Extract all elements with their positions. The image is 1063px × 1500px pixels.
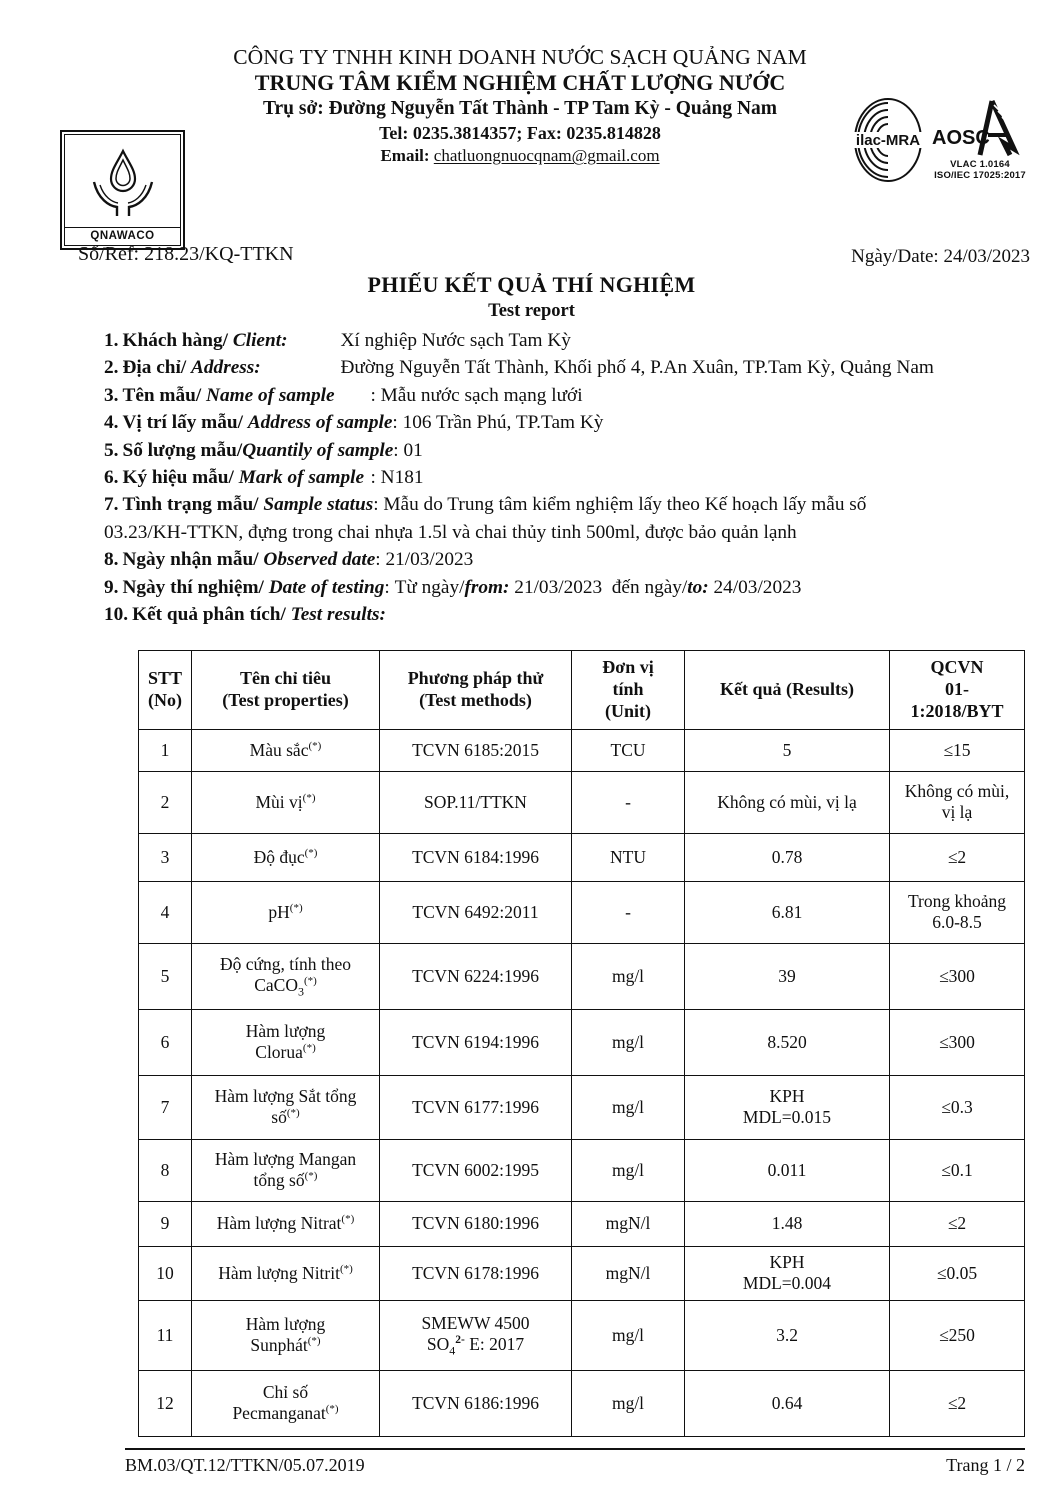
field-label-vn: Khách hàng/	[122, 330, 229, 351]
field-number: 7.	[104, 494, 119, 516]
field-testing-date	[104, 574, 1034, 601]
page-subtitle: Test report	[488, 301, 575, 322]
row-number: 5	[139, 943, 192, 1009]
row-number: 2	[139, 771, 192, 833]
row-qcvn: ≤0.1	[890, 1139, 1025, 1201]
row-property: Hàm lượng Nitrit(*)	[192, 1246, 380, 1300]
reference-line	[0, 243, 1063, 273]
row-method: TCVN 6178:1996	[380, 1246, 572, 1300]
field-quantity	[104, 437, 1034, 464]
field-label-vn: Ngày thí nghiệm/	[122, 576, 264, 598]
field-label-vn: Ngày nhận mẫu/	[122, 549, 259, 571]
field-value: Mẫu do Trung tâm kiểm nghiệm lấy theo Kế hoạch lấy mẫu số	[383, 494, 867, 516]
row-qcvn: ≤250	[890, 1300, 1025, 1370]
date-label: Ngày/Date:	[851, 246, 939, 267]
col-header-stt-vn: STT	[147, 667, 183, 688]
star-marker: (*)	[302, 1042, 316, 1055]
reference-value: 218.23/KQ-TTKN	[144, 243, 294, 265]
col-header-stt-en: (No)	[148, 689, 182, 710]
phone-fax: Tel: 0235.3814357; Fax: 0235.814828	[379, 122, 661, 143]
field-number: 4.	[104, 412, 119, 434]
table-row	[139, 1139, 1025, 1201]
star-marker: (*)	[286, 1107, 300, 1120]
row-qcvn: Không có mùi, vị lạ	[890, 771, 1025, 833]
table-row	[139, 1201, 1025, 1246]
row-result: 3.2	[685, 1300, 890, 1370]
subscript: 3	[297, 984, 304, 999]
col-header-stt	[139, 651, 192, 730]
aosc-label: AOSC	[932, 127, 990, 149]
field-separator: :	[384, 576, 390, 598]
office-address: Trụ sở: Đường Nguyễn Tất Thành - TP Tam Kỳ - Quảng Nam	[262, 98, 778, 120]
reference-number	[78, 243, 294, 266]
row-qcvn: ≤2	[890, 833, 1025, 881]
field-test-results-heading	[104, 601, 1034, 628]
testing-to-value: 24/03/2023	[713, 576, 802, 598]
field-label-en: Address of sample	[247, 412, 393, 434]
field-label-vn: Ký hiệu mẫu/	[122, 466, 234, 488]
row-property: Màu sắc(*)	[192, 729, 380, 771]
row-property: Độ đục(*)	[192, 833, 380, 881]
field-address	[104, 354, 1034, 381]
row-method: TCVN 6492:2011	[380, 881, 572, 943]
field-number: 1.	[104, 330, 119, 351]
row-number: 3	[139, 833, 192, 881]
field-number: 6.	[104, 466, 119, 488]
field-label-en: Test results:	[290, 603, 386, 625]
row-method: TCVN 6194:1996	[380, 1009, 572, 1075]
aosc-accreditation	[930, 97, 1030, 181]
row-method: TCVN 6185:2015	[380, 729, 572, 771]
row-number: 1	[139, 729, 192, 771]
field-number: 5.	[104, 439, 119, 461]
row-qcvn: ≤2	[890, 1201, 1025, 1246]
document-header	[0, 45, 1063, 242]
table-row	[139, 1009, 1025, 1075]
page-title: PHIẾU KẾT QUẢ THÍ NGHIỆM	[367, 272, 696, 297]
field-label-vn: Vị trí lấy mẫu/	[122, 412, 243, 434]
row-method: TCVN 6002:1995	[380, 1139, 572, 1201]
row-qcvn: ≤15	[890, 729, 1025, 771]
document-footer	[125, 1455, 1025, 1476]
logo-wordmark: QNAWACO	[65, 227, 180, 245]
row-method: TCVN 6224:1996	[380, 943, 572, 1009]
row-property: Hàm lượng Sắt tổng số(*)	[192, 1075, 380, 1139]
row-result: 1.48	[685, 1201, 890, 1246]
table-row	[139, 1075, 1025, 1139]
accreditation-logos	[852, 97, 1037, 217]
star-marker: (*)	[325, 1403, 339, 1416]
row-property: Hàm lượng Clorua(*)	[192, 1009, 380, 1075]
row-unit: -	[572, 771, 685, 833]
row-number: 7	[139, 1075, 192, 1139]
row-unit: mg/l	[572, 1075, 685, 1139]
table-row	[139, 1370, 1025, 1436]
field-number: 3.	[104, 384, 119, 406]
field-label-en: Quantily of sample	[242, 439, 394, 461]
row-unit: mg/l	[572, 943, 685, 1009]
row-number: 4	[139, 881, 192, 943]
row-result: 0.011	[685, 1139, 890, 1201]
field-sample-name	[104, 382, 1034, 409]
field-number: 2.	[104, 357, 119, 379]
col-header-methods	[380, 651, 572, 730]
col-header-unit	[572, 651, 685, 730]
col-header-properties-en: (Test properties)	[222, 689, 349, 710]
row-number: 9	[139, 1201, 192, 1246]
test-results-table	[138, 650, 1025, 1437]
field-value: 21/03/2023	[385, 549, 474, 571]
row-property: Hàm lượng Sunphát(*)	[192, 1300, 380, 1370]
field-number: 9.	[104, 576, 119, 598]
row-unit: mg/l	[572, 1300, 685, 1370]
results-table-wrapper	[138, 650, 1024, 1437]
row-method: TCVN 6177:1996	[380, 1075, 572, 1139]
star-marker: (*)	[289, 902, 303, 915]
col-header-qcvn-l2: 01-	[945, 678, 969, 699]
col-header-unit-l3: (Unit)	[605, 700, 651, 721]
row-method: SOP.11/TTKN	[380, 771, 572, 833]
field-value: 01	[403, 439, 423, 461]
field-client	[104, 327, 1034, 354]
row-unit: mg/l	[572, 1009, 685, 1075]
row-result: 5	[685, 729, 890, 771]
row-unit: mgN/l	[572, 1201, 685, 1246]
field-sample-address	[104, 409, 1034, 436]
row-qcvn: ≤300	[890, 1009, 1025, 1075]
field-sample-status	[104, 491, 1034, 518]
field-label-vn: Tình trạng mẫu/	[122, 494, 259, 516]
row-property: Độ cứng, tính theo CaCO$_3$(*)	[192, 943, 380, 1009]
field-separator: :	[373, 494, 379, 516]
row-result: KPH MDL=0.015	[685, 1075, 890, 1139]
row-number: 10	[139, 1246, 192, 1300]
table-row	[139, 1300, 1025, 1370]
organization-block	[195, 45, 845, 168]
water-droplet-hands-icon	[84, 135, 162, 227]
star-marker: (*)	[307, 1335, 321, 1348]
iso-standard: ISO/IEC 17025:2017	[934, 170, 1026, 181]
testing-to-label-vn: đến ngày/	[611, 576, 688, 598]
field-label-vn: Địa chỉ/	[122, 357, 187, 379]
svg-text:ilac-MRA: ilac-MRA	[855, 132, 921, 149]
row-method: TCVN 6180:1996	[380, 1201, 572, 1246]
vlac-code: VLAC 1.0164	[950, 159, 1010, 170]
field-label-en: Name of sample	[206, 384, 335, 406]
field-observed-date	[104, 546, 1034, 573]
row-result: 6.81	[685, 881, 890, 943]
center-name: TRUNG TÂM KIỂM NGHIỆM CHẤT LƯỢNG NƯỚC	[254, 69, 786, 95]
row-qcvn: ≤0.05	[890, 1246, 1025, 1300]
email-label: Email:	[380, 146, 430, 166]
row-property: Mùi vị(*)	[192, 771, 380, 833]
col-header-unit-l1: Đơn vị	[602, 657, 654, 677]
star-marker: (*)	[304, 847, 318, 860]
star-marker: (*)	[303, 975, 317, 988]
row-unit: NTU	[572, 833, 685, 881]
star-marker: (*)	[308, 740, 322, 753]
field-label-en: Mark of sample	[238, 466, 365, 488]
col-header-qcvn-l1: QCVN	[930, 657, 984, 677]
col-header-qcvn	[890, 651, 1025, 730]
star-marker: (*)	[341, 1213, 355, 1226]
row-result: 0.64	[685, 1370, 890, 1436]
star-marker: (*)	[304, 1170, 318, 1183]
field-value: N181	[380, 466, 424, 488]
field-label-en: Date of testing	[268, 576, 385, 598]
field-value: Đường Nguyễn Tất Thành, Khối phố 4, P.An Xuân, TP.Tam Kỳ, Quảng Nam	[340, 357, 934, 379]
row-number: 11	[139, 1300, 192, 1370]
report-date	[851, 246, 1030, 268]
page-number: Trang 1 / 2	[946, 1455, 1025, 1475]
table-row	[139, 833, 1025, 881]
row-property: Hàm lượng Nitrat(*)	[192, 1201, 380, 1246]
row-unit: mg/l	[572, 1370, 685, 1436]
table-row	[139, 771, 1025, 833]
testing-to-label-en: to:	[687, 576, 709, 598]
subscript: 4	[449, 1343, 456, 1358]
field-value: Xí nghiệp Nước sạch Tam Kỳ	[340, 330, 571, 351]
aosc-icon	[930, 97, 1030, 159]
field-number: 10.	[104, 603, 129, 625]
row-result: KPH MDL=0.004	[685, 1246, 890, 1300]
company-logo	[60, 130, 185, 250]
field-mark	[104, 464, 1034, 491]
field-label-vn: Kết quả phân tích/	[132, 603, 286, 625]
row-method: SMEWW 4500 $SO_4^{2-}$ E: 2017	[380, 1300, 572, 1370]
testing-from-label-en: from:	[464, 576, 510, 598]
row-result: 0.78	[685, 833, 890, 881]
col-header-properties-vn: Tên chỉ tiêu	[239, 667, 331, 688]
col-header-methods-vn: Phương pháp thử	[407, 667, 544, 688]
field-label-vn: Tên mẫu/	[122, 384, 202, 406]
ilac-mra-icon	[852, 97, 924, 183]
field-separator: :	[375, 549, 381, 571]
sample-info-list	[104, 327, 1034, 628]
row-unit: mg/l	[572, 1139, 685, 1201]
table-row	[139, 729, 1025, 771]
field-value: Mẫu nước sạch mạng lưới	[380, 384, 583, 406]
field-label-en: Observed date	[263, 549, 376, 571]
field-separator: :	[392, 412, 398, 434]
table-row	[139, 943, 1025, 1009]
field-separator: :	[393, 439, 399, 461]
field-separator: :	[370, 466, 376, 488]
report-title-block	[0, 272, 1063, 324]
row-number: 12	[139, 1370, 192, 1436]
row-result: 39	[685, 943, 890, 1009]
table-row	[139, 881, 1025, 943]
sample-status-continuation: 03.23/KH-TTKN, đựng trong chai nhựa 1.5l và chai thủy tinh 500ml, được bảo quản lạnh	[104, 521, 797, 543]
row-method: TCVN 6186:1996	[380, 1370, 572, 1436]
col-header-results: Kết quả (Results)	[685, 651, 890, 730]
row-unit: mgN/l	[572, 1246, 685, 1300]
star-marker: (*)	[339, 1263, 353, 1276]
row-method: TCVN 6184:1996	[380, 833, 572, 881]
reference-label: Số/Ref:	[78, 243, 140, 265]
row-property: Hàm lượng Mangan tổng số(*)	[192, 1139, 380, 1201]
email-address[interactable]: chatluongnuocqnam@gmail.com	[433, 146, 660, 166]
row-property: Chỉ số Pecmanganat(*)	[192, 1370, 380, 1436]
footer-divider	[125, 1448, 1025, 1450]
row-number: 6	[139, 1009, 192, 1075]
row-unit: -	[572, 881, 685, 943]
table-header-row	[139, 651, 1025, 730]
col-header-properties	[192, 651, 380, 730]
col-header-methods-en: (Test methods)	[419, 689, 532, 710]
field-value: 106 Trần Phú, TP.Tam Kỳ	[402, 412, 604, 434]
col-header-unit-l2: tính	[612, 678, 644, 699]
row-number: 8	[139, 1139, 192, 1201]
field-label-en: Sample status	[263, 494, 374, 516]
star-marker: (*)	[302, 792, 316, 805]
testing-from-label-vn: Từ ngày/	[394, 576, 465, 598]
email-line	[195, 145, 845, 168]
row-result: Không có mùi, vị lạ	[685, 771, 890, 833]
row-result: 8.520	[685, 1009, 890, 1075]
table-row	[139, 1246, 1025, 1300]
col-header-qcvn-l3: 1:2018/BYT	[910, 700, 1004, 721]
testing-from-value: 21/03/2023	[514, 576, 603, 598]
field-label-en: Address:	[191, 357, 261, 379]
row-qcvn: ≤300	[890, 943, 1025, 1009]
field-number: 8.	[104, 549, 119, 571]
row-property: pH(*)	[192, 881, 380, 943]
company-name: CÔNG TY TNHH KINH DOANH NƯỚC SẠCH QUẢNG NAM	[233, 45, 807, 69]
row-unit: TCU	[572, 729, 685, 771]
row-qcvn: Trong khoảng 6.0-8.5	[890, 881, 1025, 943]
form-code: BM.03/QT.12/TTKN/05.07.2019	[125, 1455, 365, 1475]
date-value: 24/03/2023	[943, 246, 1030, 267]
field-separator: :	[370, 384, 376, 406]
charge-superscript: 2-	[455, 1334, 465, 1347]
row-qcvn: ≤0.3	[890, 1075, 1025, 1139]
field-label-vn: Số lượng mẫu/	[122, 439, 243, 461]
field-label-en: Client:	[232, 330, 288, 351]
row-qcvn: ≤2	[890, 1370, 1025, 1436]
